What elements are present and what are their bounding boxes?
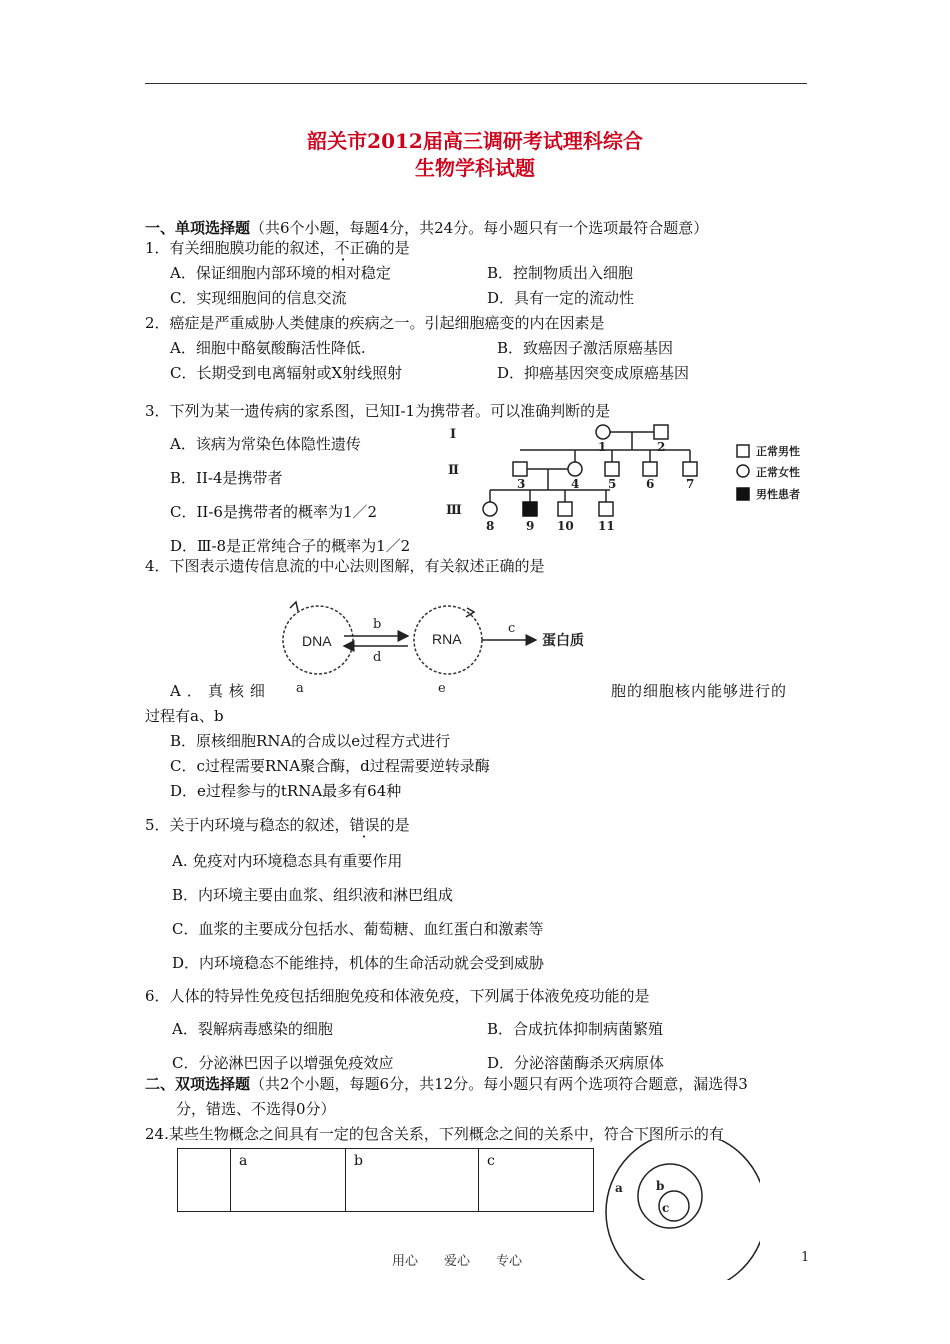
circle-label-b: b (656, 1179, 665, 1193)
pedigree-num-4: 4 (571, 477, 580, 491)
section1-note: （共6个小题，每题4分，共24分。每小题只有一个选项最符合题意） (250, 219, 709, 237)
q4-stem: 4．下图表示遗传信息流的中心法则图解，有关叙述正确的是 (145, 557, 545, 575)
q1-option-c: C．实现细胞间的信息交流 (170, 289, 347, 307)
circle-b (638, 1164, 702, 1228)
q5-stem-emphasis: 错误 (349, 816, 380, 834)
legend-affected-symbol (737, 488, 749, 500)
q4-option-d: D．e过程参与的tRNA最多有64种 (170, 782, 402, 800)
top-rule (145, 83, 807, 84)
pedigree-III11 (599, 502, 613, 516)
circle-label-c: c (662, 1201, 670, 1215)
pedigree-num-3: 3 (517, 477, 526, 491)
pedigree-num-10: 10 (557, 519, 574, 533)
label-b: b (373, 617, 382, 632)
pedigree-II7 (683, 462, 697, 476)
q1-option-b: B．控制物质出入细胞 (487, 264, 634, 282)
page-number: 1 (801, 1250, 810, 1265)
table-row (178, 1149, 594, 1212)
section1-heading: 一、单项选择题 (145, 219, 251, 237)
pedigree-I2 (654, 425, 668, 439)
q3-stem: 3．下列为某一遗传病的家系图，已知I-1为携带者。可以准确判断的是 (145, 402, 611, 420)
section2-note-line1: （共2个小题，每题6分，共12分。每小题只有两个选项符合题意，漏选得3 (250, 1075, 748, 1093)
pedigree-chart (440, 418, 820, 538)
q3-option-b: B．II-4是携带者 (170, 469, 283, 487)
pedigree-II3 (513, 462, 527, 476)
pedigree-num-9: 9 (526, 519, 535, 533)
table-header-c: c (479, 1149, 594, 1212)
pedigree-num-11: 11 (598, 519, 615, 533)
pedigree-III8 (483, 502, 497, 516)
pedigree-III10 (558, 502, 572, 516)
q4-option-a-cont: 过程有a、b (145, 707, 224, 725)
section2-note-line2: 分，错选、不选得0分） (176, 1100, 336, 1118)
q1-stem-text-end: 正确的是 (349, 239, 410, 257)
gen-label-I: Ⅰ (450, 427, 457, 442)
q2-option-a: A．细胞中酪氨酸酶活性降低. (170, 339, 366, 357)
label-d: d (373, 650, 382, 665)
q1-option-a: A．保证细胞内部环境的相对稳定 (170, 264, 391, 282)
q5-option-a: A. 免疫对内环境稳态具有重要作用 (172, 852, 403, 870)
pedigree-III9 (523, 502, 537, 516)
q6-option-a: A．裂解病毒感染的细胞 (172, 1020, 333, 1038)
dna-label: DNA (302, 633, 332, 649)
pedigree-num-7: 7 (686, 477, 695, 491)
q5-option-c: C．血浆的主要成分包括水、葡萄糖、血红蛋白和激素等 (172, 920, 544, 938)
table-header-b: b (346, 1149, 479, 1212)
page-subtitle: 生物学科试题 (415, 156, 535, 180)
section1-header (145, 217, 708, 238)
q1-option-d: D．具有一定的流动性 (487, 289, 635, 307)
gen-label-II: Ⅱ (448, 463, 459, 478)
q2-option-d: D．抑癌基因突变成原癌基因 (497, 364, 690, 382)
pedigree-num-2: 2 (657, 440, 666, 454)
circle-label-a: a (615, 1181, 623, 1195)
legend-female-label: 正常女性 (756, 466, 800, 479)
q5-stem (145, 814, 410, 835)
pedigree-II4 (568, 462, 582, 476)
q4-option-b: B．原核细胞RNA的合成以e过程方式进行 (170, 732, 451, 750)
q4-option-a-left: A．真核细 (170, 682, 271, 700)
q24-stem: 24.某些生物概念之间具有一定的包含关系，下列概念之间的关系中，符合下图所示的有 (145, 1125, 724, 1143)
pedigree-II6 (643, 462, 657, 476)
q6-option-d: D．分泌溶菌酶杀灭病原体 (487, 1054, 665, 1072)
nested-circles-diagram (600, 1140, 760, 1280)
q1-stem-text: 1．有关细胞膜功能的叙述， (145, 239, 335, 257)
table-header-a: a (231, 1149, 346, 1212)
q4-option-c: C．c过程需要RNA聚合酶，d过程需要逆转录酶 (170, 757, 490, 775)
pedigree-II5 (605, 462, 619, 476)
q6-option-c: C．分泌淋巴因子以增强免疫效应 (172, 1054, 394, 1072)
pedigree-num-8: 8 (486, 519, 495, 533)
legend-female-symbol (737, 465, 749, 477)
q2-option-c: C．长期受到电离辐射或X射线照射 (170, 364, 403, 382)
legend-male-label: 正常男性 (756, 445, 800, 458)
table-cell-blank (178, 1149, 231, 1212)
protein-label: 蛋白质 (542, 633, 584, 649)
central-dogma-diagram (268, 598, 603, 698)
q3-option-d: D．Ⅲ-8是正常纯合子的概率为1／2 (170, 537, 411, 555)
pedigree-num-1: 1 (598, 440, 607, 454)
gen-label-III: Ⅲ (446, 503, 462, 518)
q5-option-d: D．内环境稳态不能维持，机体的生命活动就会受到威胁 (172, 954, 545, 972)
pedigree-num-6: 6 (646, 477, 655, 491)
page-title: 韶关市2012届高三调研考试理科综合 (307, 129, 643, 153)
section2-header (145, 1073, 748, 1094)
q1-stem-emphasis: 不 (334, 239, 350, 257)
q2-stem: 2．癌症是严重威胁人类健康的疾病之一。引起细胞癌变的内在因素是 (145, 314, 605, 332)
label-a: a (296, 681, 304, 696)
q24-table (177, 1148, 594, 1212)
q1-stem (145, 237, 410, 258)
legend-affected-label: 男性患者 (756, 488, 800, 501)
pedigree-num-5: 5 (608, 477, 617, 491)
section2-heading: 二、双项选择题 (145, 1075, 251, 1093)
q3-option-c: C．II-6是携带者的概率为1／2 (170, 503, 378, 521)
q5-stem-text: 5．关于内环境与稳态的叙述， (145, 816, 350, 834)
rna-label: RNA (432, 631, 462, 647)
label-c: c (508, 621, 516, 636)
circle-a (606, 1140, 760, 1280)
legend-male-symbol (737, 445, 749, 457)
q6-option-b: B．合成抗体抑制病菌繁殖 (487, 1020, 664, 1038)
q4-option-a-right: 胞的细胞核内能够进行的 (611, 682, 788, 700)
q5-option-b: B．内环境主要由血浆、组织液和淋巴组成 (172, 886, 454, 904)
q6-stem: 6．人体的特异性免疫包括细胞免疫和体液免疫，下列属于体液免疫功能的是 (145, 987, 650, 1005)
q5-stem-text-end: 的是 (379, 816, 410, 834)
pedigree-I1 (596, 425, 610, 439)
q2-option-b: B．致癌因子激活原癌基因 (497, 339, 674, 357)
footer-slogan: 用心 爱心 专心 (392, 1254, 523, 1269)
q3-option-a: A．该病为常染色体隐性遗传 (170, 435, 361, 453)
label-e: e (438, 681, 446, 696)
